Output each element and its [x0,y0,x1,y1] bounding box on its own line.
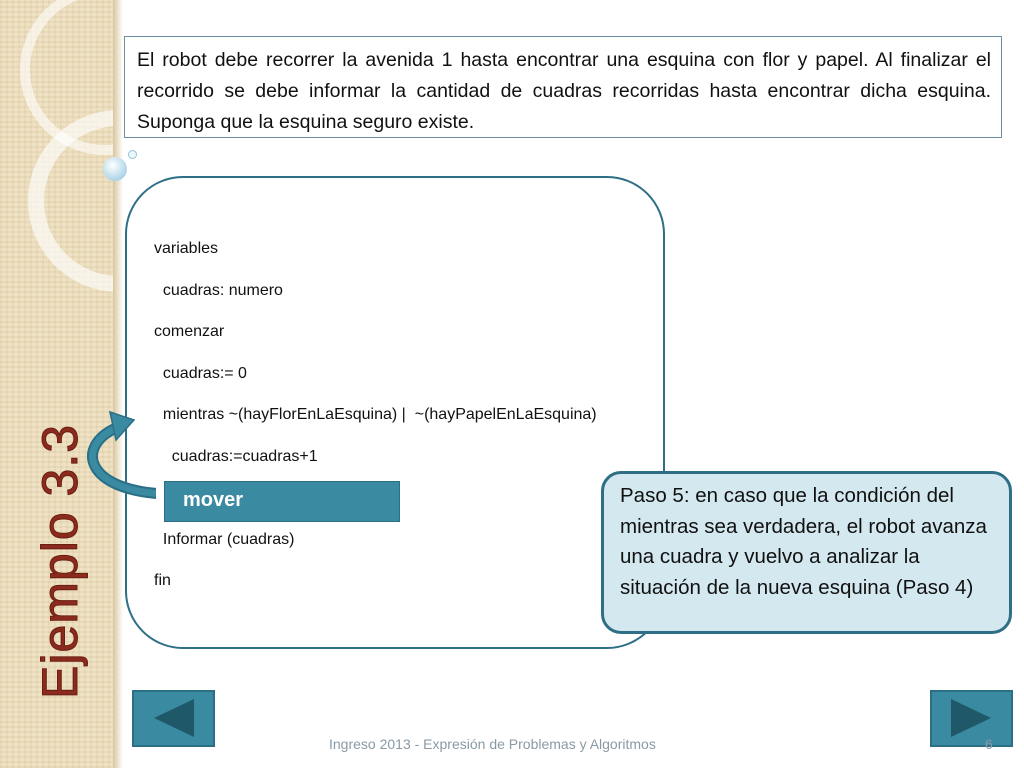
decorative-bubble [103,157,127,181]
triangle-right-icon [932,692,1011,745]
loop-back-arrow-icon [76,406,156,502]
code-line: variables [154,240,219,257]
code-line: Informar (cuadras) [154,531,295,548]
slide-title: Ejemplo 3.3 [32,423,88,699]
code-line: cuadras:= 0 [154,365,247,382]
next-slide-button[interactable] [930,690,1013,747]
code-line: comenzar [154,323,225,340]
triangle-left-icon [134,692,213,745]
previous-slide-button[interactable] [132,690,215,747]
code-line: cuadras:=cuadras+1 [154,448,318,465]
explanation-callout: Paso 5: en caso que la condición del mientras sea verdadera, el robot avanza una cuadra y vuelvo a analizar la situación de la nueva esquina (Paso 4) [601,471,1012,634]
highlighted-code-line-mover: mover [164,481,400,522]
code-line: fin [154,572,171,589]
decorative-sidebar [0,0,113,768]
problem-statement: El robot debe recorrer la avenida 1 hasta encontrar una esquina con flor y papel. Al finalizar el recorrido se debe informar la cantidad de cuadras recorridas hasta encontrar dicha esquina. Suponga que la esquina seguro existe. [124,36,1002,138]
footer-text: Ingreso 2013 - Expresión de Problemas y Algoritmos [329,736,656,752]
code-line: cuadras: numero [154,282,283,299]
page-number: 6 [985,736,993,752]
code-line: mientras ~(hayFlorEnLaEsquina) | ~(hayPapelEnLaEsquina) [154,406,597,423]
sidebar-edge [113,0,123,768]
decorative-ring [28,110,113,292]
decorative-bubble-small [128,150,137,159]
